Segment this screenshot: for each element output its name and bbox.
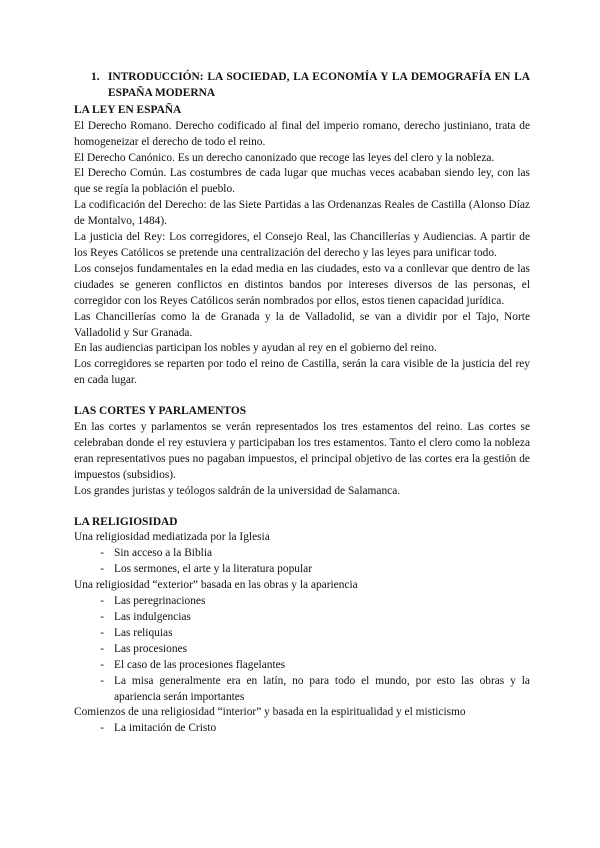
- list-intro: Comienzos de una religiosidad “interior” y basada en la espiritualidad y el misticismo: [74, 706, 466, 719]
- list-item: [74, 642, 530, 658]
- chapter-title: INTRODUCCIÓN: LA SOCIEDAD, LA ECONOMÍA Y LA DEMOGRAFÍA EN LA ESPAÑA MODERNA: [108, 71, 530, 99]
- document-page: [74, 70, 530, 737]
- bullet-dash: -: [100, 674, 104, 687]
- list-item-text: Las peregrinaciones: [114, 595, 206, 608]
- chapter-heading: [74, 70, 530, 102]
- bullet-dash: -: [100, 722, 104, 735]
- paragraph: Los corregidores se reparten por todo el reino de Castilla, serán la cara visible de la justicia del rey en cada lugar.: [74, 358, 530, 387]
- section-title-religiosidad: LA RELIGIOSIDAD: [74, 515, 178, 528]
- bullet-dash: -: [100, 642, 104, 655]
- paragraph: Los consejos fundamentales en la edad media en las ciudades, esto va a conllevar que dentro de las ciudades se generen conflictos en distintos bandos por intereses diversos de las personas, el corregidor con los Reyes Católicos serán nombrados por ellos, estos tienen capacidad jurídica.: [74, 262, 530, 307]
- bullet-dash: -: [100, 626, 104, 639]
- list-item-text: Sin acceso a la Biblia: [114, 547, 213, 560]
- list-item-text: El caso de las procesiones flagelantes: [114, 658, 286, 671]
- list-item: [74, 562, 530, 578]
- list-item-text: Las procesiones: [114, 642, 188, 655]
- list-item: [74, 658, 530, 674]
- list-item-text: La misa generalmente era en latín, no para todo el mundo, por esto las obras y la apariencia serán importantes: [114, 674, 530, 703]
- section-title-ley: LA LEY EN ESPAÑA: [74, 103, 182, 116]
- list-item: [74, 546, 530, 562]
- paragraph: En las cortes y parlamentos se verán representados los tres estamentos del reino. Las cortes se celebraban donde el rey estuviera y participaban los tres estamentos. Tanto el clero como la nobleza eran representativos pues no pagaban impuestos, el principal objetivo de las cortes era la gestión de impuestos (subsidios).: [74, 421, 530, 481]
- list-item: [74, 674, 530, 706]
- paragraph: El Derecho Canónico. Es un derecho canonizado que recoge las leyes del clero y la nobleza.: [74, 151, 495, 164]
- chapter-number: 1.: [91, 71, 100, 83]
- bullet-dash: -: [100, 547, 104, 560]
- paragraph: La justicia del Rey: Los corregidores, el Consejo Real, las Chancillerías y Audiencias. A partir de los Reyes Católicos se pretende una centralización del derecho y las leyes para unificar todo.: [74, 231, 530, 259]
- list-item: [74, 626, 530, 642]
- list-item: [74, 610, 530, 626]
- list-item-text: La imitación de Cristo: [114, 722, 217, 735]
- bullet-list: [74, 594, 530, 705]
- list-item-text: Las reliquias: [114, 626, 173, 639]
- bullet-dash: -: [100, 563, 104, 576]
- list-intro: Una religiosidad mediatizada por la Iglesia: [74, 531, 270, 544]
- list-item-text: Las indulgencias: [114, 611, 191, 623]
- bullet-list: [74, 546, 530, 578]
- list-item: [74, 721, 530, 737]
- paragraph: En las audiencias participan los nobles y ayudan al rey en el gobierno del reino.: [74, 342, 437, 355]
- bullet-dash: -: [100, 658, 104, 671]
- list-intro: Una religiosidad “exterior” basada en las obras y la apariencia: [74, 579, 358, 592]
- paragraph: Los grandes juristas y teólogos saldrán de la universidad de Salamanca.: [74, 484, 401, 497]
- list-item-text: Los sermones, el arte y la literatura popular: [114, 563, 312, 576]
- paragraph: El Derecho Romano. Derecho codificado al final del imperio romano, derecho justiniano, trata de homogeneizar el derecho de todo el reino.: [74, 119, 530, 148]
- bullet-dash: -: [100, 595, 104, 608]
- paragraph: El Derecho Común. Las costumbres de cada lugar que muchas veces acababan siendo ley, con las que se regía la población el pueblo.: [74, 167, 530, 196]
- bullet-dash: -: [100, 611, 104, 623]
- paragraph: La codificación del Derecho: de las Siete Partidas a las Ordenanzas Reales de Castilla (Alonso Díaz de Montalvo, 1484).: [74, 199, 530, 228]
- bullet-list: [74, 721, 530, 737]
- list-item: [74, 594, 530, 610]
- paragraph: Las Chancillerías como la de Granada y la de Valladolid, se van a dividir por el Tajo, Norte Valladolid y Sur Granada.: [74, 310, 530, 339]
- section-title-cortes: LAS CORTES Y PARLAMENTOS: [74, 405, 247, 418]
